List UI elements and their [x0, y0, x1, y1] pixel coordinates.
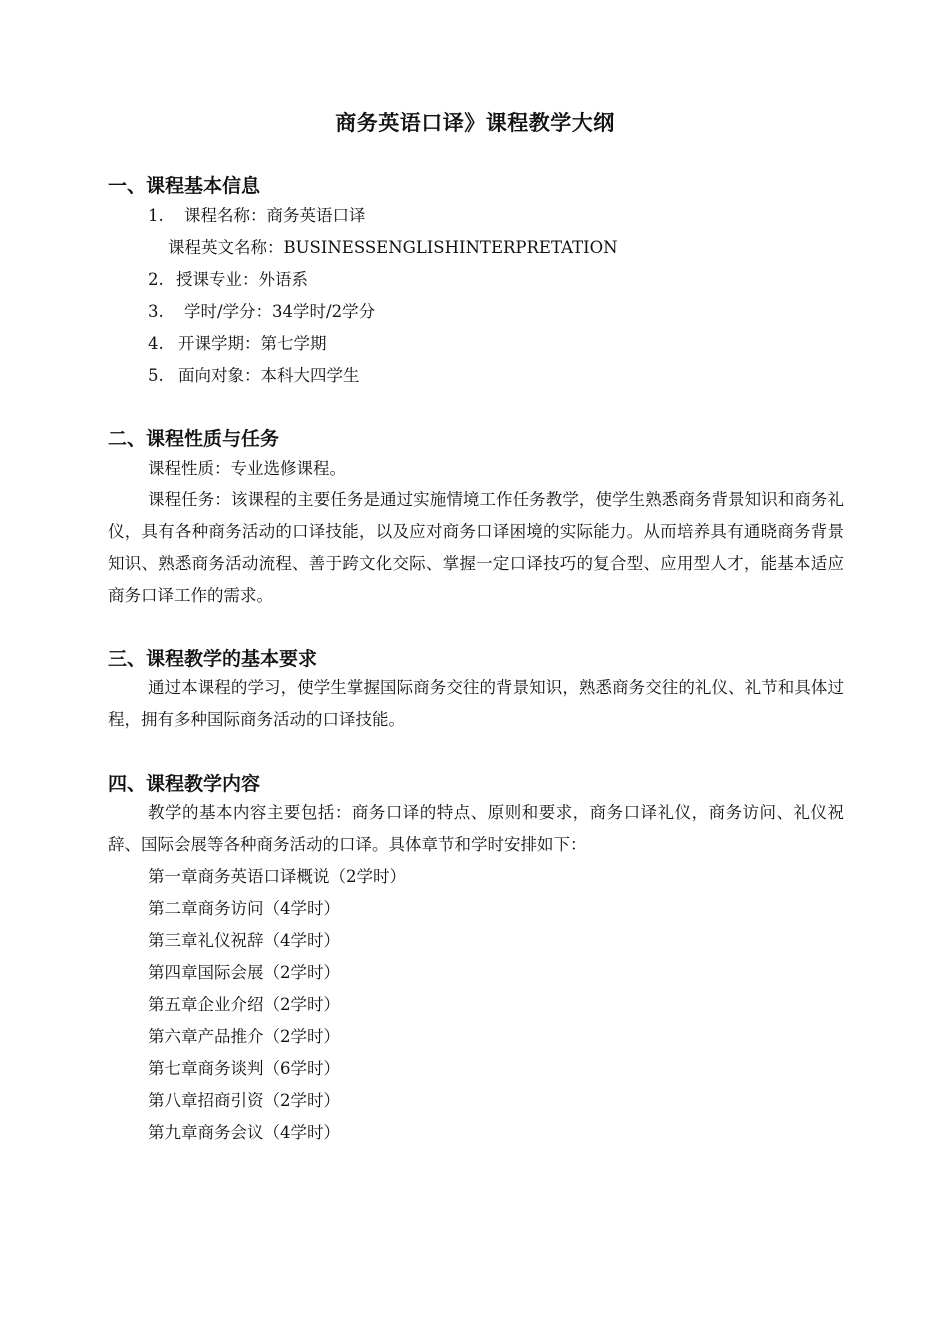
chapter-list-item: 第七章商务谈判（6学时）: [148, 1059, 340, 1078]
chapter-list-item: 第二章商务访问（4学时）: [148, 899, 340, 918]
info-item-course-name: [148, 204, 366, 228]
section-heading-nature-tasks: 二、课程性质与任务: [108, 428, 280, 450]
info-item-text: 面向对象：本科大四学生: [178, 366, 360, 385]
section-heading-requirements: 三、课程教学的基本要求: [108, 648, 318, 670]
info-item-text: 学时/学分：34学时/2学分: [184, 302, 376, 321]
info-item-audience: [148, 364, 360, 388]
course-nature: 课程性质：专业选修课程。: [148, 459, 346, 478]
info-item-number: 5.: [148, 366, 164, 385]
info-item-text: 课程名称：商务英语口译: [184, 206, 366, 225]
info-item-text: 授课专业：外语系: [176, 270, 308, 289]
info-item-number: 3.: [148, 302, 164, 321]
course-task-paragraph: 课程任务：该课程的主要任务是通过实施情境工作任务教学，使学生熟悉商务背景知识和商务礼仪，具有各种商务活动的口译技能，以及应对商务口译困境的实际能力。从而培养具有通晓商务背景知识、熟悉商务活动流程、善于跨文化交际、掌握一定口译技巧的复合型、应用型人才，能基本适应商务口译工作的需求。: [108, 490, 844, 605]
info-item-semester: [148, 332, 327, 356]
info-item-number: 2.: [148, 270, 164, 289]
chapter-list-item: 第三章礼仪祝辞（4学时）: [148, 931, 340, 950]
chapter-list-item: 第四章国际会展（2学时）: [148, 963, 340, 982]
info-item-number: 4.: [148, 334, 164, 353]
info-item-english-name: [168, 236, 618, 260]
content-intro-paragraph: 教学的基本内容主要包括：商务口译的特点、原则和要求，商务口译礼仪，商务访问、礼仪祝辞、国际会展等各种商务活动的口译。具体章节和学时安排如下：: [108, 803, 844, 854]
info-item-text: 开课学期：第七学期: [178, 334, 327, 353]
section-heading-basic-info: 一、课程基本信息: [108, 175, 261, 197]
info-item-hours-credits: [148, 300, 375, 324]
info-item-major: [148, 268, 308, 292]
document-title: 商务英语口译》课程教学大纲: [335, 111, 615, 135]
section-heading-content: 四、课程教学内容: [108, 773, 261, 795]
info-item-text: 课程英文名称：BUSINESSENGLISHINTERPRETATION: [168, 238, 618, 257]
chapter-list-item: 第一章商务英语口译概说（2学时）: [148, 867, 406, 886]
chapter-list-item: 第六章产品推介（2学时）: [148, 1027, 340, 1046]
info-item-number: 1.: [148, 206, 164, 225]
chapter-list-item: 第五章企业介绍（2学时）: [148, 995, 340, 1014]
chapter-list-item: 第九章商务会议（4学时）: [148, 1123, 340, 1142]
requirements-paragraph: 通过本课程的学习，使学生掌握国际商务交往的背景知识，熟悉商务交往的礼仪、礼节和具体过程，拥有多种国际商务活动的口译技能。: [108, 678, 844, 729]
chapter-list-item: 第八章招商引资（2学时）: [148, 1091, 340, 1110]
